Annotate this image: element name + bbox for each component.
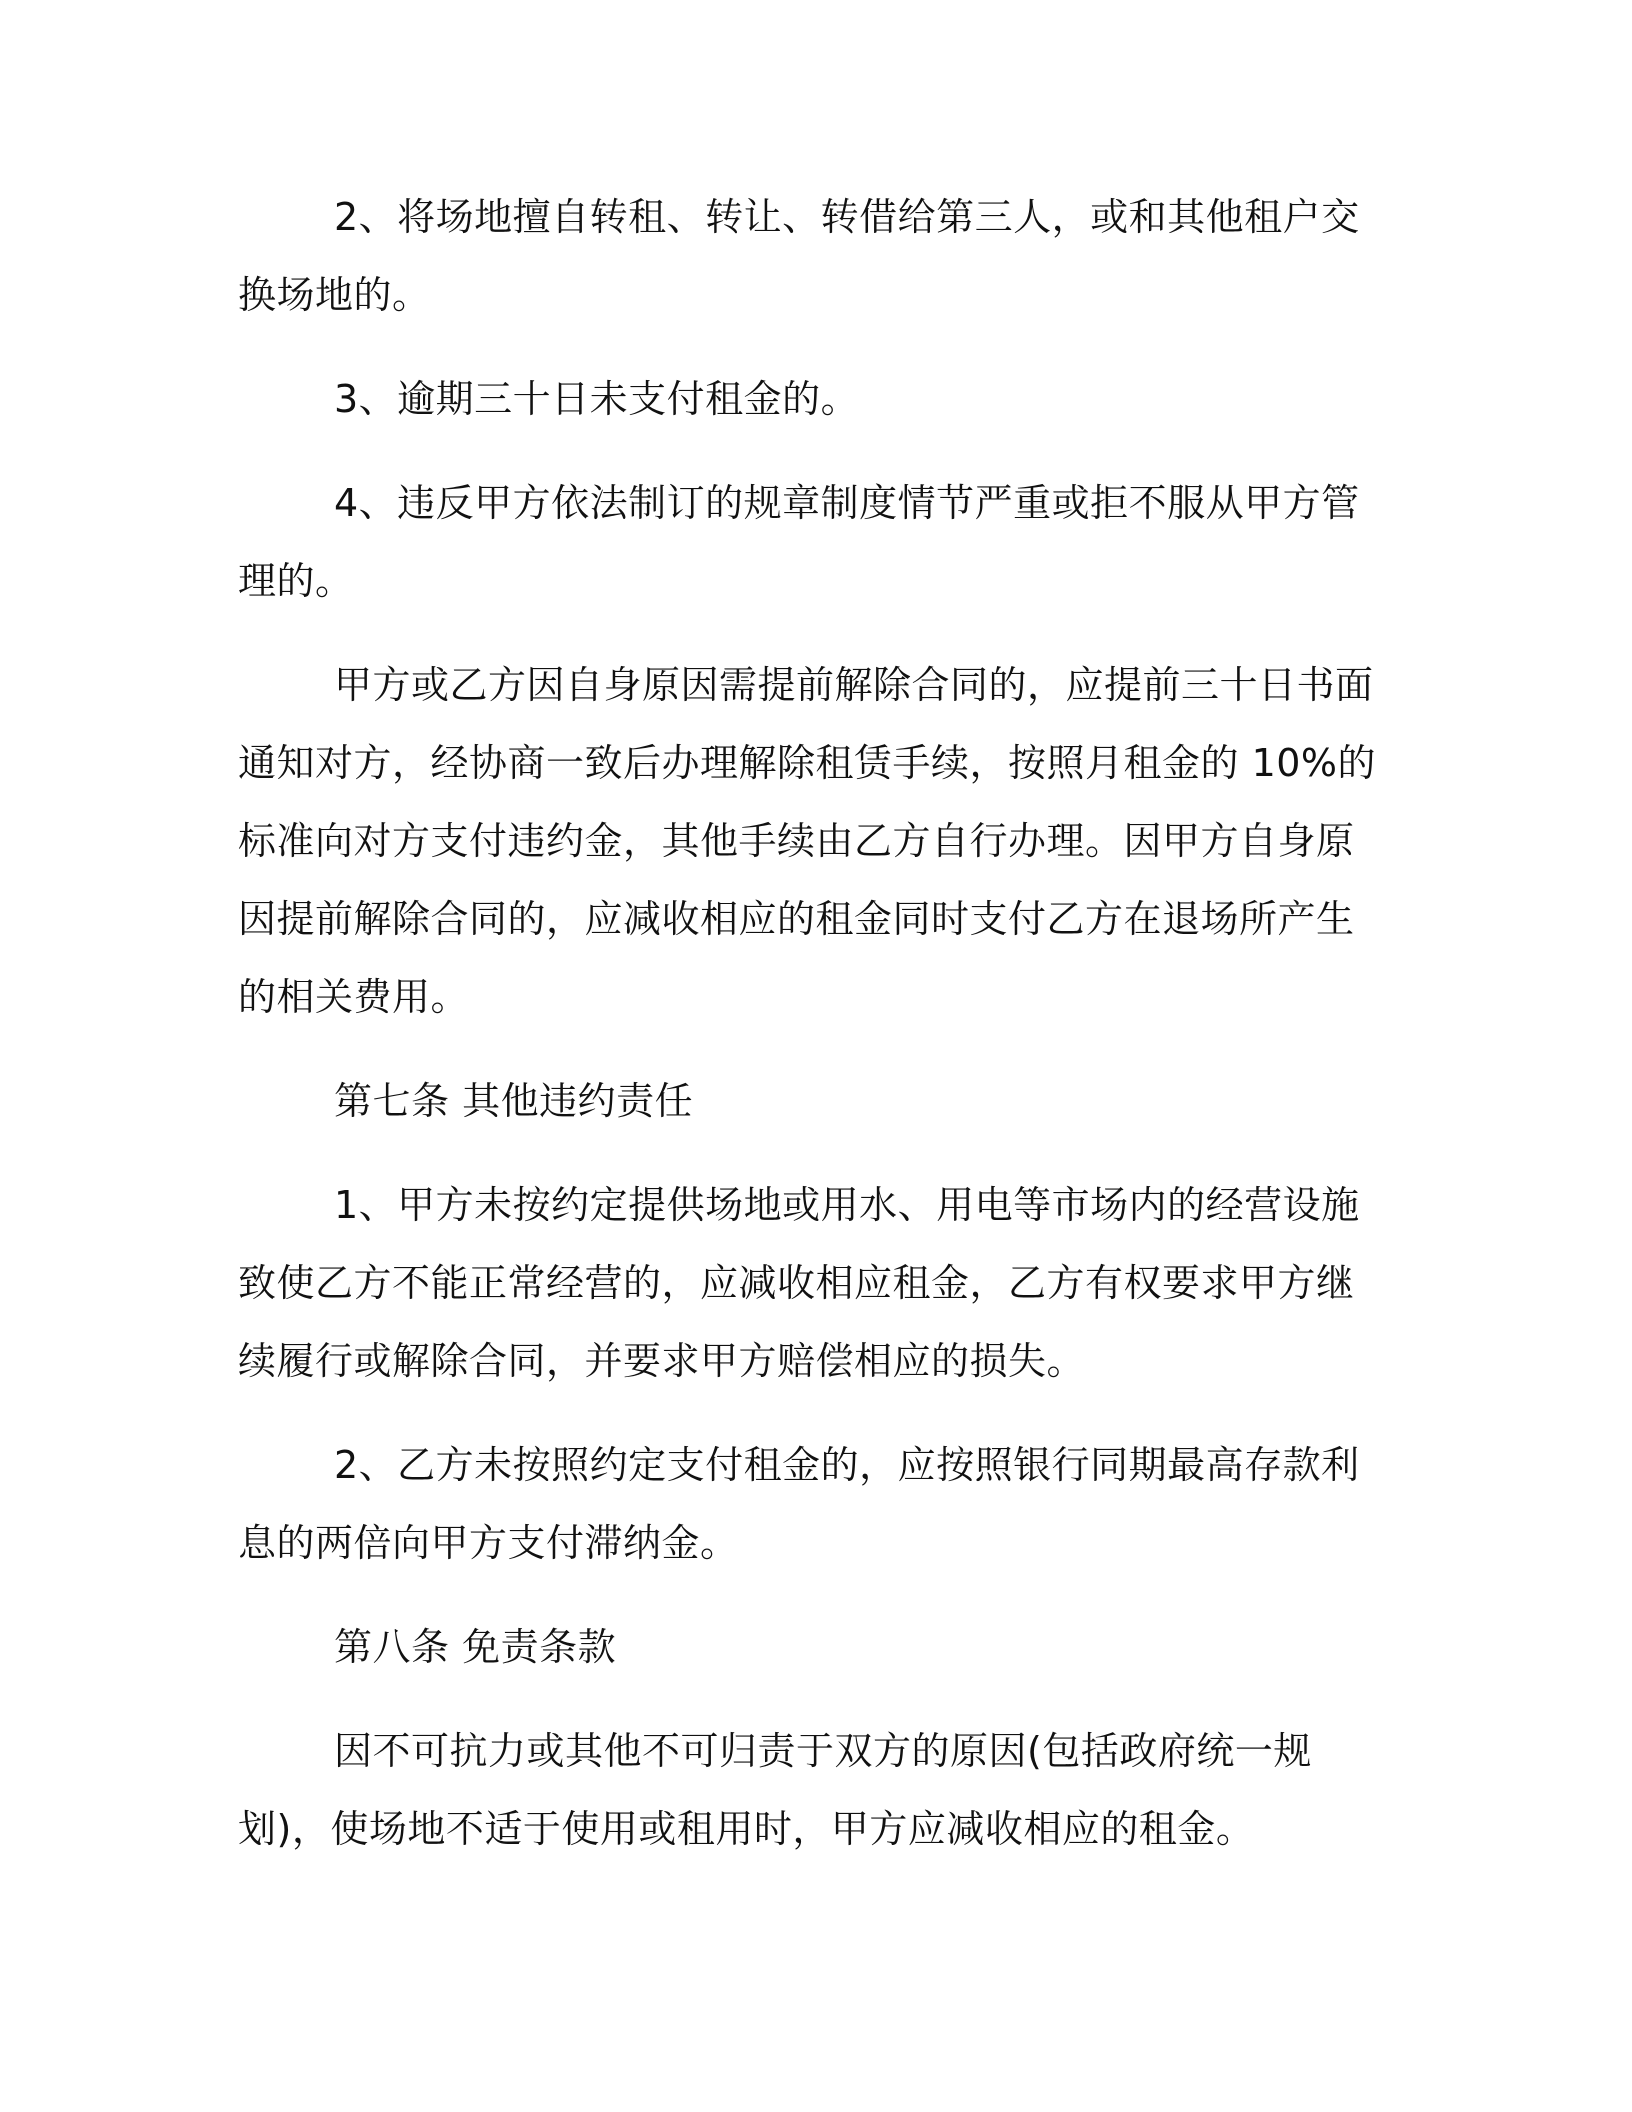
clause-item-4-rule-violation: 4、违反甲方依法制订的规章制度情节严重或拒不服从甲方管理的。	[238, 481, 1360, 603]
early-termination-paragraph: 甲方或乙方因自身原因需提前解除合同的，应提前三十日书面通知对方，经协商一致后办理解除租赁手续，按照月租金的 10%的标准向对方支付违约金，其他手续由乙方自行办理。因甲方自身原因提前解除合同的，应减收相应的租金同时支付乙方在退场所产生的相关费用。	[238, 663, 1377, 1019]
article-7-heading: 第七条 其他违约责任	[334, 1079, 694, 1123]
clause-item-3-overdue-rent: 3、逾期三十日未支付租金的。	[334, 377, 860, 421]
document-page	[238, 178, 1388, 1894]
article-7-item-1: 1、甲方未按约定提供场地或用水、用电等市场内的经营设施致使乙方不能正常经营的，应减收相应租金，乙方有权要求甲方继续履行或解除合同，并要求甲方赔偿相应的损失。	[238, 1183, 1360, 1383]
article-8-heading: 第八条 免责条款	[334, 1625, 617, 1669]
article-7-item-2: 2、乙方未按照约定支付租金的，应按照银行同期最高存款利息的两倍向甲方支付滞纳金。	[238, 1443, 1360, 1565]
force-majeure-paragraph: 因不可抗力或其他不可归责于双方的原因(包括政府统一规划)，使场地不适于使用或租用时，甲方应减收相应的租金。	[238, 1729, 1312, 1851]
clause-item-2-sublease: 2、将场地擅自转租、转让、转借给第三人，或和其他租户交换场地的。	[238, 195, 1360, 317]
